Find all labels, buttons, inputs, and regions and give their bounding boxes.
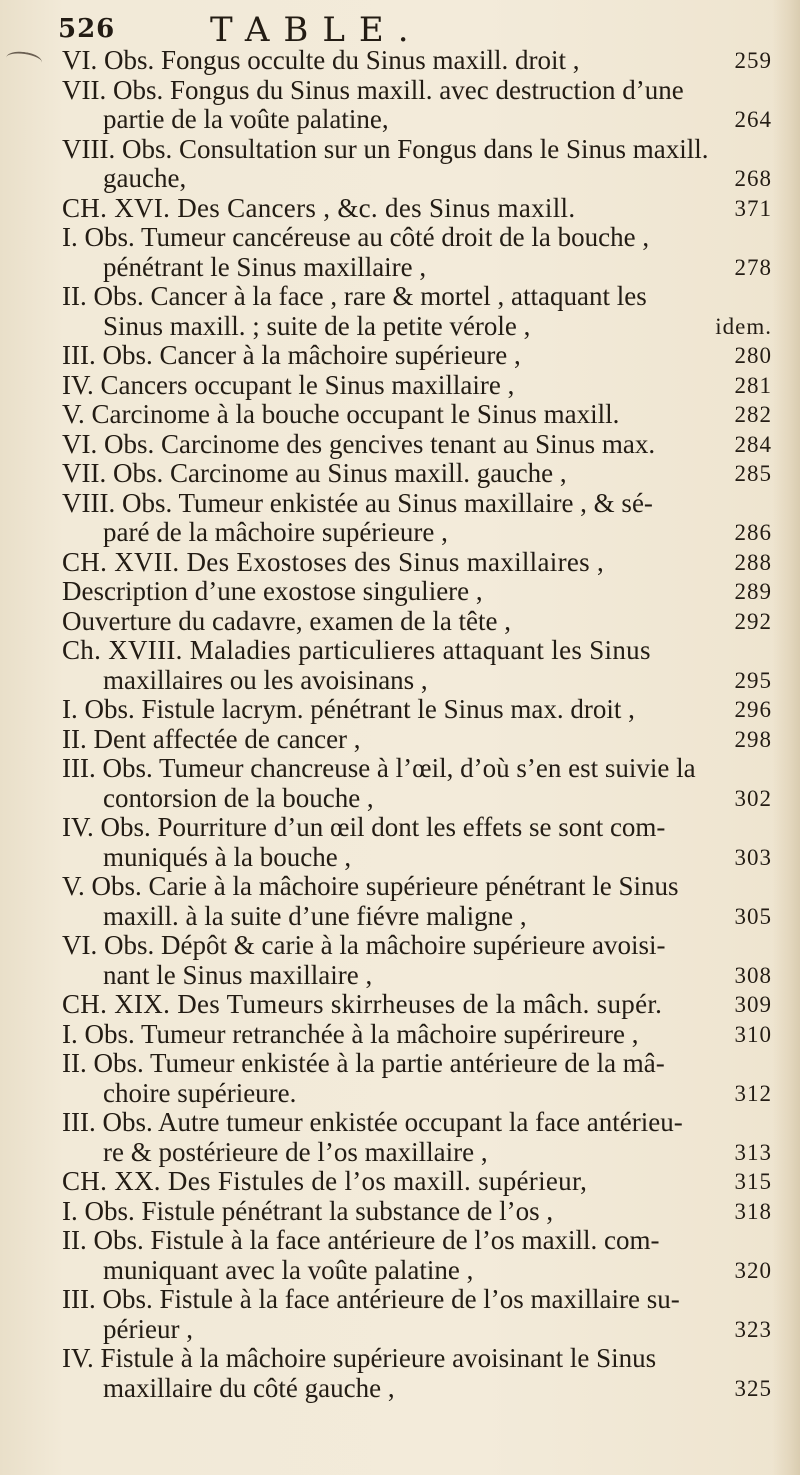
running-title: TABLE. <box>210 10 423 50</box>
entry-text: maxillaire du côté gauche , <box>103 1372 395 1403</box>
toc-entry-line <box>0 46 800 76</box>
entry-text: VI. Obs. Fongus occulte du Sinus maxill. droit , <box>62 45 580 75</box>
toc-entry-line <box>0 253 800 283</box>
entry-text: Description d’une exostose singuliere , <box>62 576 483 606</box>
toc-entry-line <box>0 695 800 725</box>
toc-entry-line <box>0 725 800 755</box>
toc-entry-line <box>0 1256 800 1286</box>
toc-entry-line <box>0 666 800 696</box>
running-head <box>0 8 800 50</box>
toc-entry-line <box>0 135 800 165</box>
entry-page-number: 295 <box>734 667 772 693</box>
entry-page-number: 288 <box>734 549 772 575</box>
entry-text: maxillaires ou les avoisinans , <box>103 664 428 695</box>
entry-text: VIII. Obs. Consultation sur un Fongus dans le Sinus maxill. <box>62 133 709 164</box>
entry-page-number: 264 <box>734 107 772 132</box>
toc-entry-line <box>0 1344 800 1374</box>
entry-text: CH. XIX. Des Tumeurs skirrheuses de la mâch. supér. <box>62 989 663 1019</box>
entry-text: I. Obs. Tumeur cancéreuse au côté droit de la bouche , <box>62 222 650 252</box>
entry-page-number: 284 <box>734 431 772 457</box>
toc-entry-line <box>0 76 800 106</box>
entry-text: CH. XX. Des Fistules de l’os maxill. supérieur, <box>62 1166 588 1196</box>
entry-text: III. Obs. Tumeur chancreuse à l’œil, d’où s’en est suivie la <box>62 753 696 783</box>
entry-text: I. Obs. Tumeur retranchée à la mâchoire supérireure , <box>62 1018 639 1049</box>
entry-page-number: 303 <box>734 844 772 870</box>
entry-page-number: 289 <box>734 579 772 604</box>
entry-text: contorsion de la bouche , <box>103 782 374 813</box>
toc-entry-line <box>0 754 800 784</box>
toc-entry-line <box>0 1138 800 1168</box>
entry-text: III. Obs. Fistule à la face antérieure de l’os maxillaire su- <box>62 1284 680 1314</box>
chapter-heading-line <box>0 636 800 666</box>
page-number: 526 <box>58 14 116 44</box>
toc-entry-line <box>0 341 800 371</box>
entry-page-number: 278 <box>734 254 772 280</box>
entry-page-number: 323 <box>734 1316 772 1342</box>
entry-text: gauche, <box>103 163 187 193</box>
toc-entry-line <box>0 843 800 873</box>
entry-text: VII. Obs. Fongus du Sinus maxill. avec destruction d’une <box>62 74 684 105</box>
entry-text: VIII. Obs. Tumeur enkistée au Sinus maxillaire , & sé- <box>62 487 653 518</box>
entry-page-number: 292 <box>734 608 772 634</box>
entry-text: muniqués à la bouche , <box>103 841 352 872</box>
toc-entry-line <box>0 312 800 342</box>
toc-entry-line <box>0 1049 800 1079</box>
toc-entry-line <box>0 223 800 253</box>
entry-text: CH. XVI. Des Cancers , &c. des Sinus maxill. <box>62 192 576 223</box>
toc-entry-line <box>0 489 800 519</box>
toc-entry-line <box>0 813 800 843</box>
toc-entry-line <box>0 105 800 135</box>
toc-entry-line <box>0 1374 800 1404</box>
entry-page-number: 281 <box>734 372 772 398</box>
toc-entry-line <box>0 1315 800 1345</box>
entry-text: Ouverture du cadavre, examen de la tête , <box>62 605 512 636</box>
entry-text: VII. Obs. Carcinome au Sinus maxill. gauche , <box>62 458 567 488</box>
toc-entry-line <box>0 164 800 194</box>
entry-text: II. Obs. Cancer à la face , rare & mortel , attaquant les <box>62 281 647 311</box>
entry-text: II. Obs. Fistule à la face antérieure de l’os maxill. com- <box>62 1225 660 1255</box>
entry-text: nant le Sinus maxillaire , <box>103 959 373 990</box>
entry-text: IV. Cancers occupant le Sinus maxillaire , <box>62 369 515 400</box>
entry-text: CH. XVII. Des Exostoses des Sinus maxillaires , <box>62 546 605 577</box>
entry-text: IV. Obs. Pourriture d’un œil dont les effets se sont com- <box>62 812 666 842</box>
chapter-heading-line <box>0 1167 800 1197</box>
toc-entry-line <box>0 1020 800 1050</box>
entry-page-number: 268 <box>734 166 772 191</box>
toc-entry-line <box>0 872 800 902</box>
entry-text: I. Obs. Fistule pénétrant la substance de l’os , <box>62 1195 554 1226</box>
entry-text: Sinus maxill. ; suite de la petite vérole , <box>103 310 531 341</box>
entry-text: périeur , <box>103 1313 193 1344</box>
toc-entry-line <box>0 607 800 637</box>
toc-entry-line <box>0 371 800 401</box>
entry-text: V. Carcinome à la bouche occupant le Sinus maxill. <box>62 399 620 429</box>
chapter-heading-line <box>0 548 800 578</box>
entry-text: maxill. à la suite d’une fiévre maligne , <box>103 900 527 931</box>
toc-entry-line <box>0 1079 800 1109</box>
toc-entry-line <box>0 430 800 460</box>
entry-text: VI. Obs. Carcinome des gencives tenant au Sinus max. <box>62 428 656 459</box>
entry-page-number: 280 <box>734 343 772 368</box>
entry-page-number: 282 <box>734 402 772 427</box>
entry-page-number: 285 <box>734 461 772 486</box>
toc-entry-line <box>0 459 800 489</box>
entry-page-number: 305 <box>734 903 772 929</box>
entry-text: IV. Fistule à la mâchoire supérieure avoisinant le Sinus <box>62 1343 657 1373</box>
toc-entry-line <box>0 1226 800 1256</box>
entry-text: muniquant avec la voûte palatine , <box>103 1254 474 1285</box>
toc-entry-line <box>0 961 800 991</box>
toc-entry-line <box>0 577 800 607</box>
chapter-heading-line <box>0 194 800 224</box>
entry-page-number: 296 <box>734 697 772 722</box>
entry-text: III. Obs. Autre tumeur enkistée occupant la face antérieu- <box>62 1107 683 1137</box>
entry-page-number: 302 <box>734 785 772 811</box>
entry-text: II. Obs. Tumeur enkistée à la partie antérieure de la mâ- <box>62 1048 665 1078</box>
entry-text: II. Dent affectée de cancer , <box>62 723 361 754</box>
entry-page-number: 318 <box>734 1198 772 1224</box>
entry-page-number: 320 <box>734 1257 772 1283</box>
entry-page-number: 325 <box>734 1375 772 1401</box>
table-of-contents <box>0 46 800 1403</box>
entry-page-number: 309 <box>734 992 772 1017</box>
entry-text: VI. Obs. Dépôt & carie à la mâchoire supérieure avoisi- <box>62 930 666 960</box>
entry-page-number: 286 <box>734 520 772 545</box>
entry-text: paré de la mâchoire supérieure , <box>103 517 448 547</box>
toc-entry-line <box>0 518 800 548</box>
toc-entry-line <box>0 282 800 312</box>
toc-entry-line <box>0 1197 800 1227</box>
entry-text: V. Obs. Carie à la mâchoire supérieure pénétrant le Sinus <box>62 871 679 901</box>
entry-page-number: 259 <box>734 48 772 73</box>
entry-text: choire supérieure. <box>103 1077 297 1108</box>
entry-page-number: 312 <box>734 1080 772 1106</box>
toc-entry-line <box>0 931 800 961</box>
entry-page-number: 310 <box>734 1021 772 1047</box>
entry-text: partie de la voûte palatine, <box>103 104 389 134</box>
entry-page-number: idem. <box>715 313 772 339</box>
toc-entry-line <box>0 1108 800 1138</box>
entry-text: pénétrant le Sinus maxillaire , <box>103 251 427 282</box>
entry-text: re & postérieure de l’os maxillaire , <box>103 1136 488 1167</box>
chapter-heading-line <box>0 990 800 1020</box>
toc-entry-line <box>0 400 800 430</box>
entry-text: I. Obs. Fistule lacrym. pénétrant le Sinus max. droit , <box>62 694 635 724</box>
entry-page-number: 313 <box>734 1139 772 1165</box>
entry-text: Ch. XVIII. Maladies particulieres attaquant les Sinus <box>62 635 651 665</box>
entry-page-number: 308 <box>734 962 772 988</box>
entry-text: III. Obs. Cancer à la mâchoire supérieure , <box>62 340 521 370</box>
toc-entry-line <box>0 902 800 932</box>
toc-entry-line <box>0 1285 800 1315</box>
entry-page-number: 315 <box>734 1169 772 1194</box>
entry-page-number: 298 <box>734 726 772 752</box>
entry-page-number: 371 <box>734 195 772 221</box>
toc-entry-line <box>0 784 800 814</box>
